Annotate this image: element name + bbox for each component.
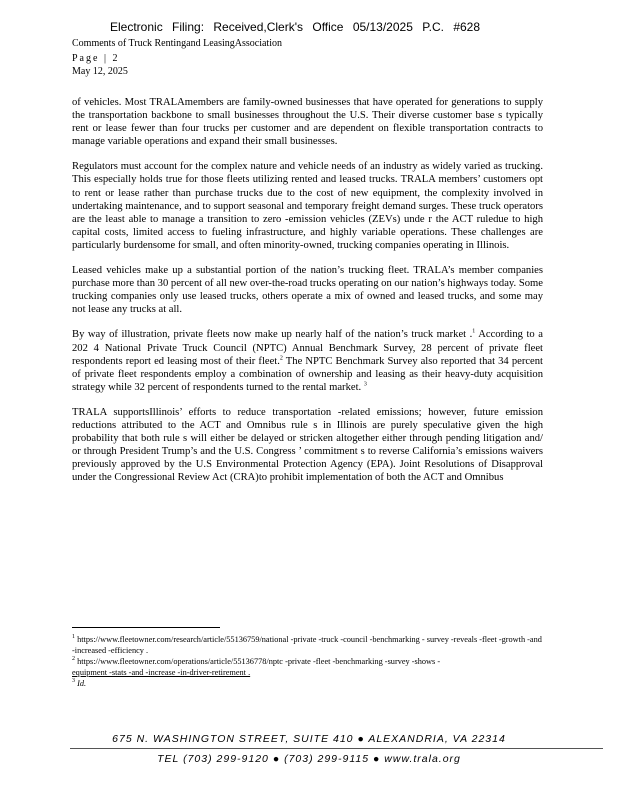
footnotes [72,634,546,689]
footnote-ref: 3 [363,381,367,388]
footnote-text: Id. [77,679,87,688]
header-date: May 12, 2025 [72,66,128,77]
body-paragraph: Leased vehicles make up a substantial portion of the nation’s trucking fleet. TRALA’s member companies purchase more than 30 percent of all new over-the-road trucks operating on our nation’s highways today. Some trucking companies only use leased trucks, others operate a mix of owned and leased trucks, and some may not lease any trucks at all. [72,265,543,316]
footnote-number: 2 [72,656,75,663]
footnote-ref: 1 [472,328,476,335]
body-paragraph-private-fleets [72,328,543,393]
footnote-number: 3 [72,678,75,685]
footnote-link-continued[interactable]: equipment -stats -and -increase -in-driver-retirement . [72,668,251,677]
paragraph-text: According to a 202 4 National Private Truck Council (NPTC) Annual Benchmark Survey, 28 percent of private fleet respondents report ed leasing most of their fleet. [72,329,543,367]
paragraph-text: The NPTC Benchmark Survey also reported that 34 percent of private fleet respondents employ a combination of ownership and leasing as their heavy-duty acquisition strategy while 32 percent of respondents turned to the rental market. [72,355,543,393]
letter-body [72,96,543,496]
letterhead-divider [70,748,603,749]
footnote-number: 1 [72,634,75,641]
body-paragraph: TRALA supportsIllinois’ efforts to reduce transportation -related emissions; however, future emission reductions attributed to the ACT and Omnibus rule s in Illinois are purely speculative given the high probability that both rule s will either be delayed or stricken altogether either through pending litigation and/ or through President Trump’s and the U.S. Congress ’ commitment s to reverse California’s emissions waivers previously approved by the U.S Environmental Protection Agency (EPA). Joint Resolutions of Disapproval under the Congressional Review Act (CRA)to prohibit implementation of both the ACT and Omnibus [72,406,543,484]
header-title: Comments of Truck Rentingand LeasingAssociation [72,38,282,49]
footnote-1 [72,634,546,656]
body-paragraph: of vehicles. Most TRALAmembers are family-owned businesses that have operated for generations to supply the transportation backbone to small businesses throughout the U.S. Their diverse customer base s typically rent or lease fewer than four trucks per customer and are dependent on flexible transportation contracts to manage variable operations and expand their small businesses. [72,97,543,148]
letterhead-address: 675 N. WASHINGTON STREET, SUITE 410 ● ALEXANDRIA, VA 22314 [112,733,506,745]
header-page-number: Page | 2 [72,53,120,64]
footnote-2 [72,656,546,678]
footnote-divider [72,627,220,628]
footnote-3 [72,678,546,689]
footnote-link[interactable]: https://www.fleetowner.com/operations/article/55136778/nptc -private -fleet -benchmarking -survey -shows - [77,657,441,666]
paragraph-text: By way of illustration, private fleets now make up nearly half of the nation’s truck market . [72,329,473,341]
footnote-link[interactable]: https://www.fleetowner.com/research/article/55136759/national -private -truck -council -benchmarking - survey -reveals -fleet -growth -and -increased -efficiency . [72,635,542,655]
footnote-ref: 2 [279,355,283,362]
letterhead-contact: TEL (703) 299-9120 ● (703) 299-9115 ● www.trala.org [157,753,461,765]
filing-stamp: Electronic Filing: Received,Clerk's Office 05/13/2025 P.C. #628 [110,20,481,34]
body-paragraph: Regulators must account for the complex nature and vehicle needs of an industry as widely varied as trucking. This especially holds true for those fleets utilizing rented and leased trucks. TRALA members’ customers opt to rent or lease rather than purchase trucks due to the cost of new equipment, the complexity involved in undertaking maintenance, and to support seasonal and temporary freight demand surges. These truck operators are the least able to manage a transition to zero -emission vehicles (ZEVs) unde r the ACT ruledue to high capital costs, limited access to fueling infrastructure, and highly variable operations. These challenges are particularly burdensome for small, and often minority-owned, trucking companies operating in Illinois. [72,161,543,251]
